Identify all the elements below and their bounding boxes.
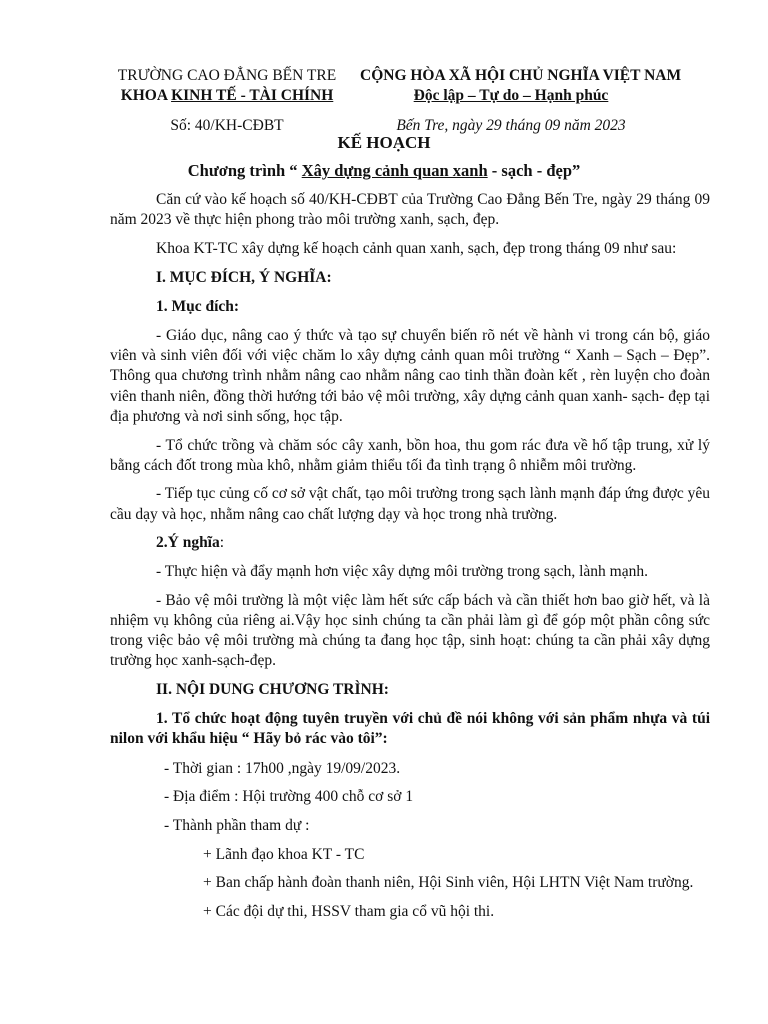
subtitle-prefix: Chương trình “ [187,161,302,180]
document-date: Bến Tre, ngày 29 tháng 09 năm 2023 [396,117,626,134]
intro-paragraph-2: Khoa KT-TC xây dựng kế hoạch cảnh quan xanh, sạch, đẹp trong tháng 09 như sau: [156,239,677,257]
activity-place: - Địa điểm : Hội trường 400 chỗ cơ sở 1 [164,788,414,806]
faculty-prefix: KHOA [120,87,172,104]
section-2-heading: II. NỘI DUNG CHƯƠNG TRÌNH: [156,681,389,699]
header-right [360,66,682,136]
participant-3: + Các đội dự thi, HSSV tham gia cổ vũ hội thi. [203,903,495,921]
meaning-heading-text: 2.Ý nghĩa [156,534,220,552]
nation-name: CỘNG HÒA XÃ HỘI CHỦ NGHĨA VIỆT NAM [360,67,682,84]
meaning-paragraph-2: - Bảo vệ môi trường là một việc làm hết sức cấp bách và cần thiết hơn bao giờ hết, và là nhiệm vụ không của riêng ai.Vậy học sinh chúng ta cần phải làm gì để góp một phần công sức trong việc bảo vệ môi trường mà chúng ta đang học tập, sinh hoạt: chúng ta cần phải xây dựng trường học xanh-sạch-đẹp. [110,591,710,670]
national-motto: Độc lập – Tự do – Hạnh phúc [413,87,609,104]
header-left [108,66,346,136]
document-number: Số: 40/KH-CĐBT [170,117,284,134]
participant-2: + Ban chấp hành đoàn thanh niên, Hội Sinh viên, Hội LHTN Việt Nam trường. [203,874,694,892]
participant-1: + Lãnh đạo khoa KT - TC [203,845,365,863]
purpose-paragraph-3: - Tiếp tục củng cố cơ sở vật chất, tạo môi trường trong sạch lành mạnh đáp ứng được yêu cầu dạy và học, nhằm nâng cao chất lượng dạy và học trong nhà trường. [110,485,710,523]
meaning-paragraph-1: - Thực hiện và đẩy mạnh hơn việc xây dựng môi trường trong sạch, lành mạnh. [156,563,648,581]
purpose-paragraph-1: - Giáo dục, nâng cao ý thức và tạo sự chuyển biến rõ nét về hành vi trong cán bộ, giáo viên và sinh viên đối với việc chăm lo xây dựng cảnh quan môi trường “ Xanh – Sạch – Đẹp”. Thông qua chương trình nhằm nâng cao nhằm nâng cao tinh thần đoàn kết , rèn luyện cho đoàn viên thanh niên, đồng thời hướng tới bảo vệ môi trường, xây dựng cảnh quan xanh- sạch- đẹp tại địa phương và nơi sinh sống, học tập. [110,327,710,425]
document-subtitle [0,161,768,181]
subtitle-underlined: Xây dựng cảnh quan xanh [301,161,488,180]
intro-paragraph-1: Căn cứ vào kế hoạch số 40/KH-CĐBT của Trường Cao Đẳng Bến Tre, ngày 29 tháng 09 năm 2023 về thực hiện phong trào môi trường xanh, sạch, đẹp. [110,191,710,229]
activity-time: - Thời gian : 17h00 ,ngày 19/09/2023. [164,759,401,777]
meaning-heading-colon: : [219,534,225,552]
faculty-name-underlined: KINH TẾ - TÀI CHÍNH [171,87,334,104]
school-name: TRƯỜNG CAO ĐẲNG BẾN TRE [117,67,337,84]
activity-1-heading: 1. Tổ chức hoạt động tuyên truyền với chủ đề nói không với sản phẩm nhựa và túi nilon với khẩu hiệu “ Hãy bỏ rác vào tôi”: [110,710,710,748]
purpose-paragraph-2: - Tổ chức trồng và chăm sóc cây xanh, bồn hoa, thu gom rác đưa về hố tập trung, xử lý bằng cách đốt trong mùa khô, nhằm giảm thiểu tối đa tình trạng ô nhiễm môi trường. [110,436,710,474]
document-body [110,190,710,931]
activity-participants: - Thành phần tham dự : [164,817,310,835]
document-title: KẾ HOẠCH [337,133,431,152]
meaning-heading [110,533,710,553]
faculty-name [108,86,346,106]
section-1-heading: I. MỤC ĐÍCH, Ý NGHĨA: [156,268,332,286]
subtitle-suffix: - sạch - đẹp” [487,161,581,180]
purpose-heading: 1. Mục đích: [156,297,240,315]
